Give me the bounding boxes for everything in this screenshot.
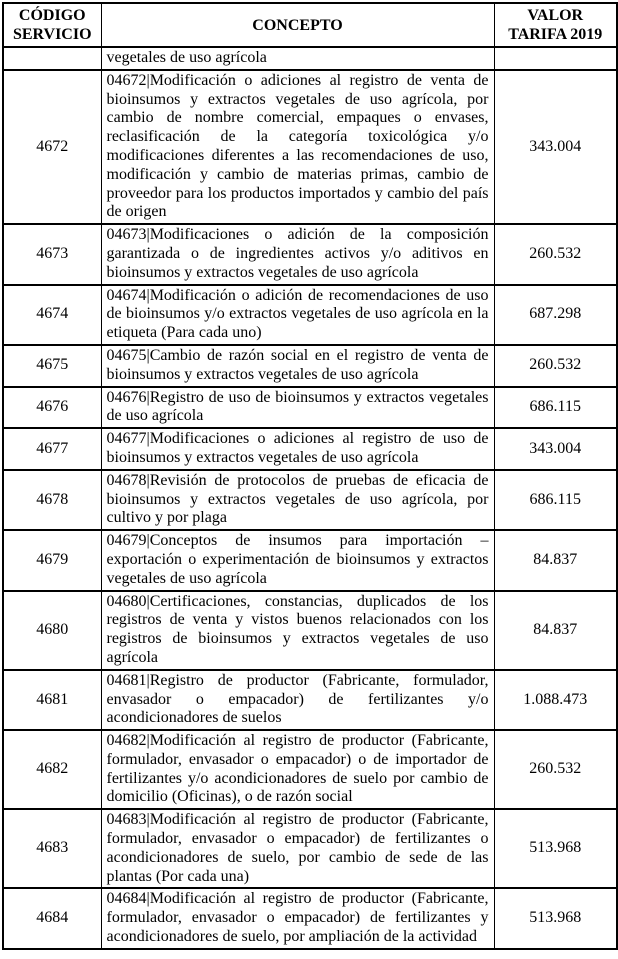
table-row: [3, 730, 617, 809]
concepto-cell: 04682|Modificación al registro de productor (Fabricante, formulador, envasador o empacador) o de importador de fertilizantes y/o acondicionadores de suelo por cambio de domicilio (Oficinas), o de razón social: [101, 730, 494, 809]
concepto-cell: 04679|Conceptos de insumos para importación – exportación o experimentación de bioinsumos y extractos vegetales de uso agrícola: [101, 530, 494, 590]
concepto-cell: 04681|Registro de productor (Fabricante, formulador, envasador o empacador) de fertilizantes y/o acondicionadores de suelos: [101, 670, 494, 730]
header-valor-tarifa: VALOR TARIFA 2019: [494, 3, 617, 47]
header-concepto: CONCEPTO: [101, 3, 494, 47]
codigo-cell: 4675: [3, 345, 101, 387]
table-body: [3, 47, 617, 949]
table-row: [3, 387, 617, 429]
concepto-cell: 04684|Modificación al registro de productor (Fabricante, formulador, envasador o empacador) de fertilizantes y acondicionadores de suelo, por ampliación de la actividad: [101, 888, 494, 948]
table-row: [3, 428, 617, 470]
valor-cell: 260.532: [494, 224, 617, 284]
table-row: [3, 285, 617, 345]
concepto-cell: vegetales de uso agrícola: [101, 47, 494, 70]
codigo-cell: 4683: [3, 809, 101, 888]
table-row: [3, 670, 617, 730]
table-header: [3, 3, 617, 47]
table-row: [3, 47, 617, 70]
table-row: [3, 470, 617, 530]
concepto-cell: 04674|Modificación o adición de recomendaciones de uso de bioinsumos y/o extractos vegetales de uso agrícola en la etiqueta (Para cada uno): [101, 285, 494, 345]
codigo-cell: 4678: [3, 470, 101, 530]
codigo-cell: 4674: [3, 285, 101, 345]
concepto-cell: 04675|Cambio de razón social en el registro de venta de bioinsumos y extractos vegetales de uso agrícola: [101, 345, 494, 387]
codigo-cell: 4680: [3, 591, 101, 670]
concepto-cell: 04678|Revisión de protocolos de pruebas de eficacia de bioinsumos y extractos vegetales de uso agrícola, por cultivo y por plaga: [101, 470, 494, 530]
valor-cell: 343.004: [494, 428, 617, 470]
concepto-cell: 04672|Modificación o adiciones al registro de venta de bioinsumos y extractos vegetales de uso agrícola, por cambio de nombre comercial, empaques o envases, reclasificación de la categoría toxicológica y/o modificaciones diferentes a las recomendaciones de uso, modificación y cambio de materias primas, cambio de proveedor para los productos importados y cambio del país de origen: [101, 70, 494, 224]
valor-cell: 687.298: [494, 285, 617, 345]
valor-cell: 686.115: [494, 387, 617, 429]
concepto-cell: 04677|Modificaciones o adiciones al registro de uso de bioinsumos y extractos vegetales de uso agrícola: [101, 428, 494, 470]
codigo-cell: 4677: [3, 428, 101, 470]
valor-cell: 260.532: [494, 730, 617, 809]
header-codigo-servicio: CÓDIGO SERVICIO: [3, 3, 101, 47]
valor-cell: 84.837: [494, 591, 617, 670]
valor-cell: 343.004: [494, 70, 617, 224]
valor-cell: [494, 47, 617, 70]
table-row: [3, 888, 617, 948]
valor-cell: 260.532: [494, 345, 617, 387]
tariff-table: [2, 2, 618, 950]
table-row: [3, 591, 617, 670]
table-row: [3, 224, 617, 284]
codigo-cell: 4676: [3, 387, 101, 429]
table-row: [3, 345, 617, 387]
concepto-cell: 04676|Registro de uso de bioinsumos y extractos vegetales de uso agrícola: [101, 387, 494, 429]
table-row: [3, 809, 617, 888]
valor-cell: 686.115: [494, 470, 617, 530]
valor-cell: 1.088.473: [494, 670, 617, 730]
codigo-cell: [3, 47, 101, 70]
concepto-cell: 04683|Modificación al registro de productor (Fabricante, formulador, envasador o empacador) de fertilizantes o acondicionadores de suelo, por cambio de sede de las plantas (Por cada una): [101, 809, 494, 888]
codigo-cell: 4681: [3, 670, 101, 730]
codigo-cell: 4673: [3, 224, 101, 284]
table-row: [3, 530, 617, 590]
codigo-cell: 4679: [3, 530, 101, 590]
codigo-cell: 4672: [3, 70, 101, 224]
valor-cell: 84.837: [494, 530, 617, 590]
header-row: [3, 3, 617, 47]
concepto-cell: 04673|Modificaciones o adición de la composición garantizada o de ingredientes activos y/o aditivos en bioinsumos y extractos vegetales de uso agrícola: [101, 224, 494, 284]
valor-cell: 513.968: [494, 888, 617, 948]
codigo-cell: 4682: [3, 730, 101, 809]
codigo-cell: 4684: [3, 888, 101, 948]
concepto-cell: 04680|Certificaciones, constancias, duplicados de los registros de venta y vistos buenos relacionados con los registros de bioinsumos y extractos vegetales de uso agrícola: [101, 591, 494, 670]
valor-cell: 513.968: [494, 809, 617, 888]
table-row: [3, 70, 617, 224]
